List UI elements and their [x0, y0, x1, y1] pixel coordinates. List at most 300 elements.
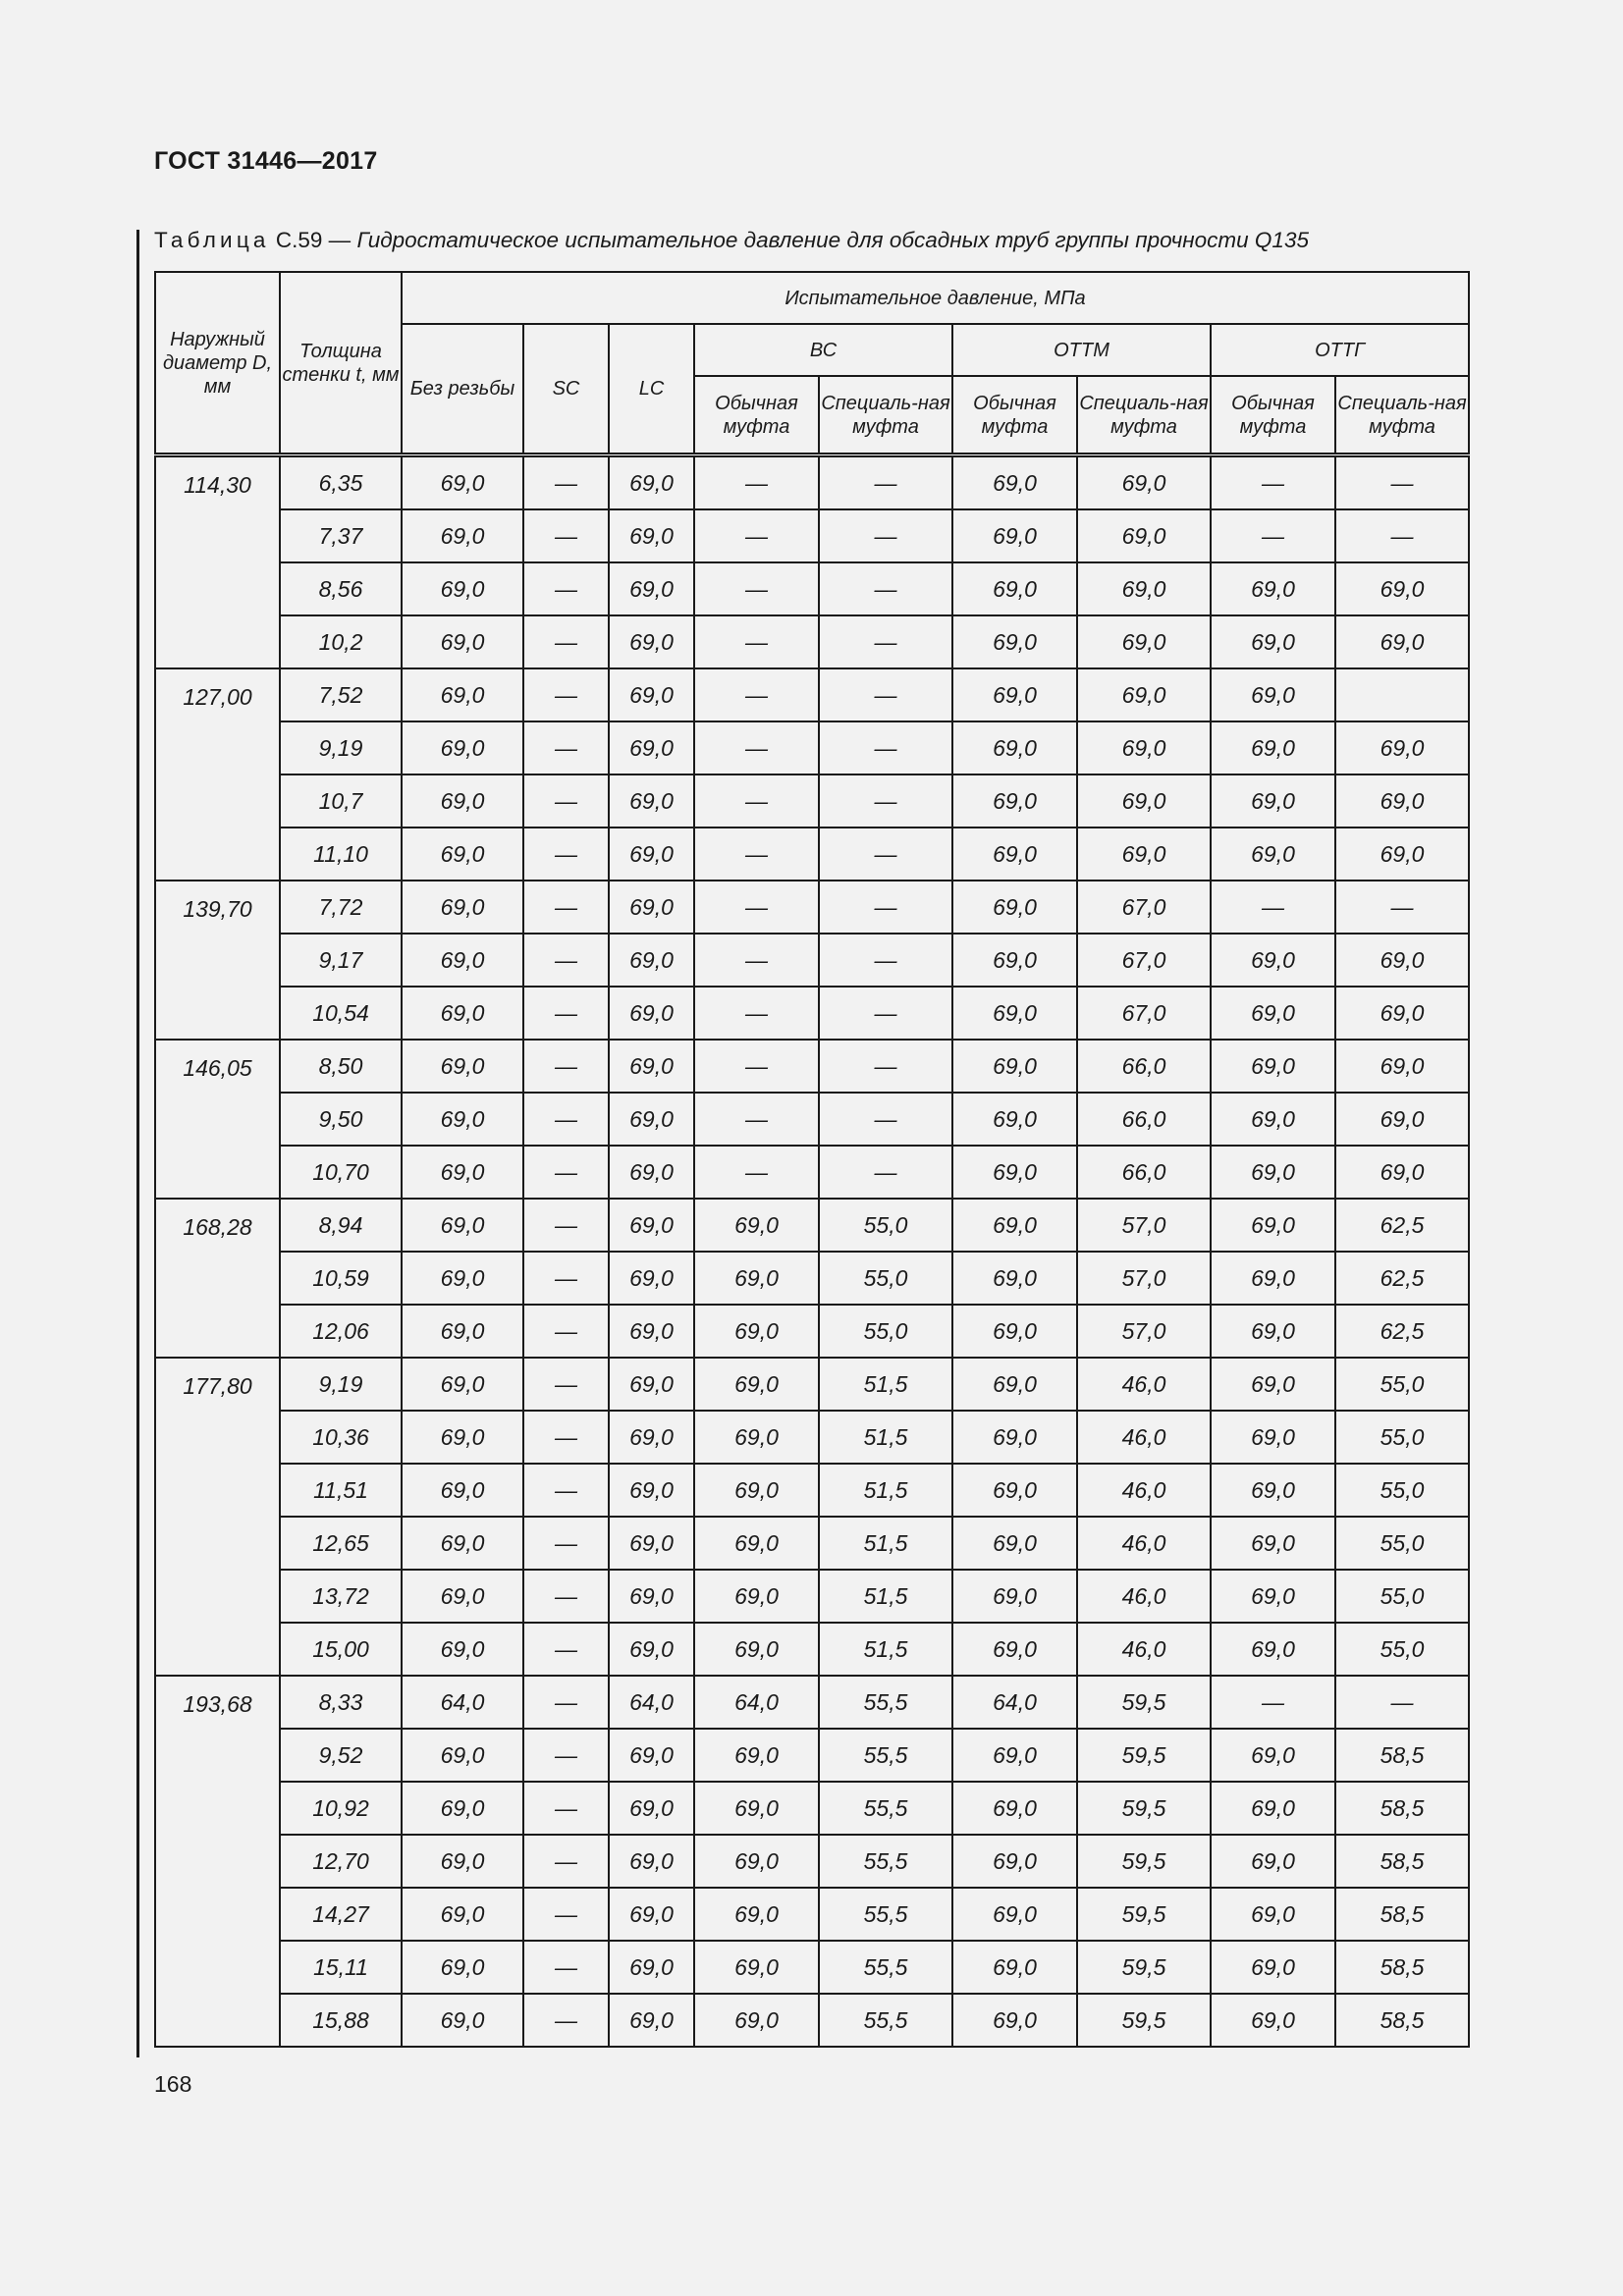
pressure-cell: 69,0 [1335, 562, 1469, 615]
pressure-cell: — [819, 1040, 952, 1093]
pressure-cell: 57,0 [1077, 1199, 1211, 1252]
pressure-cell: 69,0 [952, 1411, 1077, 1464]
pressure-cell: 69,0 [1211, 1729, 1335, 1782]
pressure-cell: 64,0 [609, 1676, 694, 1729]
pressure-cell: 69,0 [609, 668, 694, 721]
pressure-cell: 69,0 [694, 1729, 819, 1782]
pressure-cell: 69,0 [952, 774, 1077, 828]
pressure-cell: 59,5 [1077, 1729, 1211, 1782]
pressure-cell: — [523, 1199, 609, 1252]
wall-thickness-cell: 11,51 [280, 1464, 402, 1517]
table-row [155, 828, 1469, 881]
pressure-cell: 69,0 [609, 774, 694, 828]
pressure-cell: 69,0 [1211, 987, 1335, 1040]
wall-thickness-cell: 12,70 [280, 1835, 402, 1888]
pressure-cell: 69,0 [609, 1040, 694, 1093]
wall-thickness-cell: 10,36 [280, 1411, 402, 1464]
pressure-cell: 69,0 [1211, 615, 1335, 668]
pressure-cell: 69,0 [402, 828, 523, 881]
pressure-cell: — [694, 987, 819, 1040]
pressure-cell: — [694, 881, 819, 934]
pressure-cell: 46,0 [1077, 1464, 1211, 1517]
table-row [155, 1888, 1469, 1941]
pressure-cell: 55,0 [1335, 1623, 1469, 1676]
pressure-cell: 69,0 [1211, 1464, 1335, 1517]
pressure-cell: 69,0 [609, 1358, 694, 1411]
pressure-cell: 69,0 [1211, 1146, 1335, 1199]
outer-diameter-cell: 193,68 [155, 1676, 280, 2047]
pressure-cell: — [523, 562, 609, 615]
pressure-cell: 55,5 [819, 1941, 952, 1994]
pressure-cell: 58,5 [1335, 1729, 1469, 1782]
pressure-cell: — [1335, 455, 1469, 510]
pressure-cell: 69,0 [952, 1146, 1077, 1199]
pressure-cell: 55,5 [819, 1835, 952, 1888]
pressure-cell: — [523, 1040, 609, 1093]
pressure-cell: 69,0 [1211, 774, 1335, 828]
pressure-cell: 69,0 [1335, 615, 1469, 668]
pressure-cell: 69,0 [402, 1252, 523, 1305]
wall-thickness-cell: 7,72 [280, 881, 402, 934]
pressure-cell: — [523, 1464, 609, 1517]
pressure-cell: 69,0 [402, 1729, 523, 1782]
wall-thickness-cell: 8,50 [280, 1040, 402, 1093]
pressure-cell: 69,0 [609, 1835, 694, 1888]
table-row [155, 1729, 1469, 1782]
pressure-cell: 69,0 [694, 1994, 819, 2047]
pressure-cell: — [523, 615, 609, 668]
header-ottg-regular: Обычная муфта [1211, 376, 1335, 455]
page-number: 168 [154, 2071, 192, 2097]
pressure-cell: 69,0 [952, 455, 1077, 510]
wall-thickness-cell: 10,59 [280, 1252, 402, 1305]
pressure-cell: 69,0 [402, 1464, 523, 1517]
pressure-cell: — [819, 987, 952, 1040]
pressure-cell: 59,5 [1077, 1782, 1211, 1835]
pressure-cell: 69,0 [952, 509, 1077, 562]
pressure-cell: 69,0 [694, 1623, 819, 1676]
pressure-cell: 69,0 [694, 1252, 819, 1305]
pressure-cell: — [523, 1782, 609, 1835]
pressure-cell: 55,0 [819, 1199, 952, 1252]
pressure-cell: 69,0 [1335, 1146, 1469, 1199]
wall-thickness-cell: 8,94 [280, 1199, 402, 1252]
pressure-cell: 69,0 [402, 721, 523, 774]
pressure-cell: 46,0 [1077, 1517, 1211, 1570]
pressure-cell: 57,0 [1077, 1305, 1211, 1358]
pressure-cell: — [523, 774, 609, 828]
pressure-cell: 69,0 [1077, 455, 1211, 510]
wall-thickness-cell: 9,52 [280, 1729, 402, 1782]
pressure-cell: 69,0 [609, 1464, 694, 1517]
pressure-cell: 58,5 [1335, 1994, 1469, 2047]
pressure-cell: 69,0 [1077, 828, 1211, 881]
pressure-cell: 64,0 [952, 1676, 1077, 1729]
pressure-cell: 51,5 [819, 1623, 952, 1676]
wall-thickness-cell: 12,65 [280, 1517, 402, 1570]
pressure-cell: 69,0 [1077, 721, 1211, 774]
pressure-cell: 69,0 [609, 1517, 694, 1570]
pressure-cell: 58,5 [1335, 1941, 1469, 1994]
pressure-cell: 69,0 [402, 1835, 523, 1888]
table-row [155, 1941, 1469, 1994]
table-row [155, 1676, 1469, 1729]
pressure-cell: — [523, 828, 609, 881]
pressure-cell: 69,0 [694, 1941, 819, 1994]
outer-diameter-cell: 139,70 [155, 881, 280, 1040]
table-row [155, 1146, 1469, 1199]
table-row [155, 934, 1469, 987]
pressure-cell: 69,0 [1211, 1888, 1335, 1941]
pressure-cell: — [819, 721, 952, 774]
table-row [155, 1252, 1469, 1305]
pressure-cell: 69,0 [952, 987, 1077, 1040]
table-row [155, 987, 1469, 1040]
pressure-cell: — [819, 562, 952, 615]
pressure-cell: 69,0 [402, 615, 523, 668]
pressure-cell: 69,0 [1211, 668, 1335, 721]
pressure-cell: 57,0 [1077, 1252, 1211, 1305]
pressure-cell: 69,0 [952, 1994, 1077, 2047]
pressure-cell: 55,5 [819, 1782, 952, 1835]
pressure-cell: 69,0 [1211, 1994, 1335, 2047]
pressure-cell: 64,0 [694, 1676, 819, 1729]
pressure-cell: 69,0 [1211, 1305, 1335, 1358]
outer-diameter-cell: 127,00 [155, 668, 280, 881]
pressure-cell: 69,0 [402, 562, 523, 615]
wall-thickness-cell: 12,06 [280, 1305, 402, 1358]
pressure-cell: — [523, 1941, 609, 1994]
pressure-cell: — [694, 455, 819, 510]
pressure-cell: 69,0 [402, 1146, 523, 1199]
pressure-cell: 69,0 [952, 1782, 1077, 1835]
pressure-cell: 69,0 [1211, 562, 1335, 615]
wall-thickness-cell: 15,00 [280, 1623, 402, 1676]
pressure-cell: 69,0 [952, 1623, 1077, 1676]
pressure-cell: 66,0 [1077, 1040, 1211, 1093]
outer-diameter-cell: 168,28 [155, 1199, 280, 1358]
pressure-cell: 69,0 [609, 1623, 694, 1676]
table-row [155, 509, 1469, 562]
pressure-table [154, 271, 1470, 2048]
pressure-cell: 69,0 [694, 1835, 819, 1888]
caption-number: C.59 — [275, 228, 352, 252]
pressure-cell: 69,0 [1211, 1040, 1335, 1093]
pressure-cell: — [694, 934, 819, 987]
outer-diameter-cell: 177,80 [155, 1358, 280, 1676]
pressure-cell: 69,0 [402, 455, 523, 510]
table-row [155, 1570, 1469, 1623]
pressure-cell: — [523, 509, 609, 562]
pressure-cell: 69,0 [1077, 562, 1211, 615]
table-row [155, 455, 1469, 510]
pressure-cell: 69,0 [1077, 774, 1211, 828]
table-row [155, 668, 1469, 721]
pressure-cell: 69,0 [402, 1093, 523, 1146]
pressure-cell: 69,0 [1211, 934, 1335, 987]
pressure-cell: — [694, 774, 819, 828]
pressure-cell: 69,0 [609, 934, 694, 987]
pressure-cell: 69,0 [1211, 1199, 1335, 1252]
header-bc-regular: Обычная муфта [694, 376, 819, 455]
pressure-cell: 69,0 [952, 1093, 1077, 1146]
header-bc-special: Специаль-ная муфта [819, 376, 952, 455]
wall-thickness-cell: 7,52 [280, 668, 402, 721]
pressure-cell: 51,5 [819, 1517, 952, 1570]
pressure-cell: 69,0 [952, 1040, 1077, 1093]
table-body [155, 455, 1469, 2048]
pressure-cell: 69,0 [694, 1782, 819, 1835]
pressure-cell: — [523, 455, 609, 510]
pressure-cell: 46,0 [1077, 1623, 1211, 1676]
pressure-cell: 69,0 [1211, 1835, 1335, 1888]
pressure-cell: — [819, 774, 952, 828]
wall-thickness-cell: 14,27 [280, 1888, 402, 1941]
table-row [155, 1464, 1469, 1517]
pressure-cell: 69,0 [1211, 1093, 1335, 1146]
pressure-cell: 69,0 [952, 1464, 1077, 1517]
pressure-cell: 69,0 [609, 1146, 694, 1199]
pressure-cell: — [523, 1093, 609, 1146]
pressure-cell: 69,0 [952, 934, 1077, 987]
pressure-cell: 59,5 [1077, 1941, 1211, 1994]
pressure-cell: 69,0 [402, 1040, 523, 1093]
pressure-cell: 69,0 [1077, 668, 1211, 721]
document-code: ГОСТ 31446—2017 [154, 147, 378, 175]
pressure-cell: 69,0 [402, 668, 523, 721]
header-ottg-special: Специаль-ная муфта [1335, 376, 1469, 455]
pressure-cell: 69,0 [694, 1464, 819, 1517]
pressure-cell: 69,0 [402, 1199, 523, 1252]
pressure-cell: — [523, 1305, 609, 1358]
pressure-cell: 55,0 [1335, 1517, 1469, 1570]
header-sc: SC [523, 324, 609, 455]
pressure-cell: 59,5 [1077, 1994, 1211, 2047]
pressure-cell: 69,0 [1077, 615, 1211, 668]
header-no-thread: Без резьбы [402, 324, 523, 455]
pressure-cell: 62,5 [1335, 1252, 1469, 1305]
wall-thickness-cell: 9,19 [280, 1358, 402, 1411]
pressure-cell: 69,0 [952, 828, 1077, 881]
wall-thickness-cell: 10,7 [280, 774, 402, 828]
pressure-cell: 69,0 [952, 1835, 1077, 1888]
pressure-cell: 69,0 [952, 1729, 1077, 1782]
pressure-cell: 69,0 [609, 1199, 694, 1252]
pressure-cell: 69,0 [402, 1411, 523, 1464]
pressure-cell: 69,0 [609, 1729, 694, 1782]
pressure-cell: 69,0 [694, 1888, 819, 1941]
table-row [155, 1835, 1469, 1888]
pressure-cell: — [819, 1146, 952, 1199]
pressure-cell: 69,0 [609, 1411, 694, 1464]
pressure-cell: 69,0 [402, 1570, 523, 1623]
pressure-cell [1335, 668, 1469, 721]
pressure-cell: — [523, 881, 609, 934]
pressure-cell: 69,0 [1211, 1570, 1335, 1623]
pressure-cell: — [694, 615, 819, 668]
pressure-cell: 69,0 [402, 774, 523, 828]
pressure-cell: — [1211, 455, 1335, 510]
pressure-cell: 69,0 [1335, 1040, 1469, 1093]
wall-thickness-cell: 6,35 [280, 455, 402, 510]
pressure-cell: 51,5 [819, 1411, 952, 1464]
wall-thickness-cell: 10,92 [280, 1782, 402, 1835]
pressure-cell: 69,0 [1211, 1252, 1335, 1305]
pressure-cell: 69,0 [402, 1994, 523, 2047]
wall-thickness-cell: 10,2 [280, 615, 402, 668]
pressure-cell: 69,0 [1211, 1411, 1335, 1464]
table-row [155, 1358, 1469, 1411]
pressure-cell: — [523, 1517, 609, 1570]
pressure-cell: — [523, 1623, 609, 1676]
pressure-cell: 69,0 [1335, 721, 1469, 774]
pressure-cell: 69,0 [694, 1517, 819, 1570]
pressure-cell: 55,5 [819, 1994, 952, 2047]
outer-diameter-cell: 114,30 [155, 455, 280, 669]
header-lc: LC [609, 324, 694, 455]
pressure-cell: 69,0 [402, 934, 523, 987]
wall-thickness-cell: 8,33 [280, 1676, 402, 1729]
header-outer-diameter: Наружный диаметр D, мм [155, 272, 280, 455]
pressure-cell: — [819, 934, 952, 987]
pressure-cell: 58,5 [1335, 1782, 1469, 1835]
pressure-cell: 69,0 [609, 721, 694, 774]
pressure-cell: 69,0 [402, 1517, 523, 1570]
pressure-cell: 69,0 [402, 1623, 523, 1676]
pressure-cell: 69,0 [952, 668, 1077, 721]
pressure-cell: 69,0 [952, 1888, 1077, 1941]
table-row [155, 1782, 1469, 1835]
pressure-cell: 69,0 [609, 509, 694, 562]
table-row [155, 1994, 1469, 2047]
pressure-cell: 69,0 [1211, 828, 1335, 881]
header-bc: ВС [694, 324, 952, 376]
pressure-cell: 59,5 [1077, 1835, 1211, 1888]
pressure-cell: 69,0 [952, 881, 1077, 934]
pressure-cell: 59,5 [1077, 1888, 1211, 1941]
table-row [155, 1040, 1469, 1093]
pressure-cell: 69,0 [952, 1570, 1077, 1623]
pressure-cell: — [694, 1040, 819, 1093]
pressure-cell: 69,0 [402, 1358, 523, 1411]
pressure-cell: 55,5 [819, 1888, 952, 1941]
pressure-cell: — [819, 828, 952, 881]
pressure-cell: — [523, 668, 609, 721]
wall-thickness-cell: 15,11 [280, 1941, 402, 1994]
pressure-cell: 69,0 [694, 1570, 819, 1623]
pressure-cell: — [819, 455, 952, 510]
pressure-cell: 59,5 [1077, 1676, 1211, 1729]
pressure-cell: 69,0 [1211, 721, 1335, 774]
pressure-cell: 69,0 [952, 1199, 1077, 1252]
pressure-cell: 46,0 [1077, 1358, 1211, 1411]
pressure-cell: 69,0 [402, 1782, 523, 1835]
pressure-cell: 69,0 [1211, 1517, 1335, 1570]
pressure-cell: 51,5 [819, 1570, 952, 1623]
pressure-cell: 69,0 [609, 987, 694, 1040]
pressure-cell: 69,0 [694, 1358, 819, 1411]
pressure-cell: 69,0 [1335, 1093, 1469, 1146]
pressure-cell: 66,0 [1077, 1146, 1211, 1199]
header-test-pressure: Испытательное давление, МПа [402, 272, 1469, 324]
pressure-cell: 55,0 [1335, 1570, 1469, 1623]
pressure-cell: 69,0 [609, 1252, 694, 1305]
pressure-cell: 69,0 [609, 828, 694, 881]
pressure-cell: 69,0 [952, 562, 1077, 615]
pressure-cell: 55,0 [1335, 1411, 1469, 1464]
caption-title: Гидростатическое испытательное давление для обсадных труб группы прочности Q135 [356, 228, 1309, 252]
margin-rule [136, 230, 139, 2057]
pressure-cell: 69,0 [952, 1252, 1077, 1305]
wall-thickness-cell: 10,54 [280, 987, 402, 1040]
table-row [155, 1517, 1469, 1570]
wall-thickness-cell: 13,72 [280, 1570, 402, 1623]
pressure-cell: 69,0 [1211, 1623, 1335, 1676]
wall-thickness-cell: 7,37 [280, 509, 402, 562]
wall-thickness-cell: 9,19 [280, 721, 402, 774]
pressure-cell: 69,0 [609, 1570, 694, 1623]
pressure-cell: 69,0 [402, 987, 523, 1040]
pressure-cell: 46,0 [1077, 1411, 1211, 1464]
pressure-cell: — [1211, 1676, 1335, 1729]
pressure-cell: — [523, 1835, 609, 1888]
pressure-cell: 55,5 [819, 1676, 952, 1729]
pressure-cell: 55,0 [1335, 1358, 1469, 1411]
table-row [155, 774, 1469, 828]
header-ottm-regular: Обычная муфта [952, 376, 1077, 455]
pressure-cell: — [694, 668, 819, 721]
pressure-cell: 69,0 [1211, 1941, 1335, 1994]
pressure-cell: 64,0 [402, 1676, 523, 1729]
table-row [155, 1623, 1469, 1676]
wall-thickness-cell: 10,70 [280, 1146, 402, 1199]
pressure-cell: — [523, 1994, 609, 2047]
wall-thickness-cell: 9,50 [280, 1093, 402, 1146]
pressure-cell: 69,0 [609, 1941, 694, 1994]
pressure-cell: — [694, 1093, 819, 1146]
pressure-cell: 62,5 [1335, 1305, 1469, 1358]
pressure-cell: — [523, 1570, 609, 1623]
pressure-cell: 69,0 [1335, 774, 1469, 828]
pressure-cell: 58,5 [1335, 1888, 1469, 1941]
pressure-cell: 55,0 [819, 1252, 952, 1305]
header-ottm-special: Специаль-ная муфта [1077, 376, 1211, 455]
pressure-cell: 69,0 [694, 1411, 819, 1464]
pressure-cell: 69,0 [1211, 1782, 1335, 1835]
outer-diameter-cell: 146,05 [155, 1040, 280, 1199]
pressure-cell: 67,0 [1077, 934, 1211, 987]
pressure-cell: 69,0 [694, 1199, 819, 1252]
pressure-cell: — [819, 509, 952, 562]
pressure-cell: — [819, 1093, 952, 1146]
table-row [155, 1305, 1469, 1358]
caption-label: Таблица [154, 228, 270, 252]
table-row [155, 615, 1469, 668]
pressure-cell: 69,0 [952, 1517, 1077, 1570]
pressure-cell: 69,0 [609, 1305, 694, 1358]
pressure-cell: 69,0 [952, 1305, 1077, 1358]
pressure-cell: 55,5 [819, 1729, 952, 1782]
pressure-cell: 69,0 [402, 1941, 523, 1994]
pressure-cell: — [1211, 881, 1335, 934]
table-caption [154, 228, 1309, 253]
pressure-cell: 66,0 [1077, 1093, 1211, 1146]
wall-thickness-cell: 9,17 [280, 934, 402, 987]
pressure-cell: 55,0 [819, 1305, 952, 1358]
pressure-cell: — [694, 828, 819, 881]
pressure-cell: — [694, 509, 819, 562]
pressure-cell: 69,0 [402, 881, 523, 934]
